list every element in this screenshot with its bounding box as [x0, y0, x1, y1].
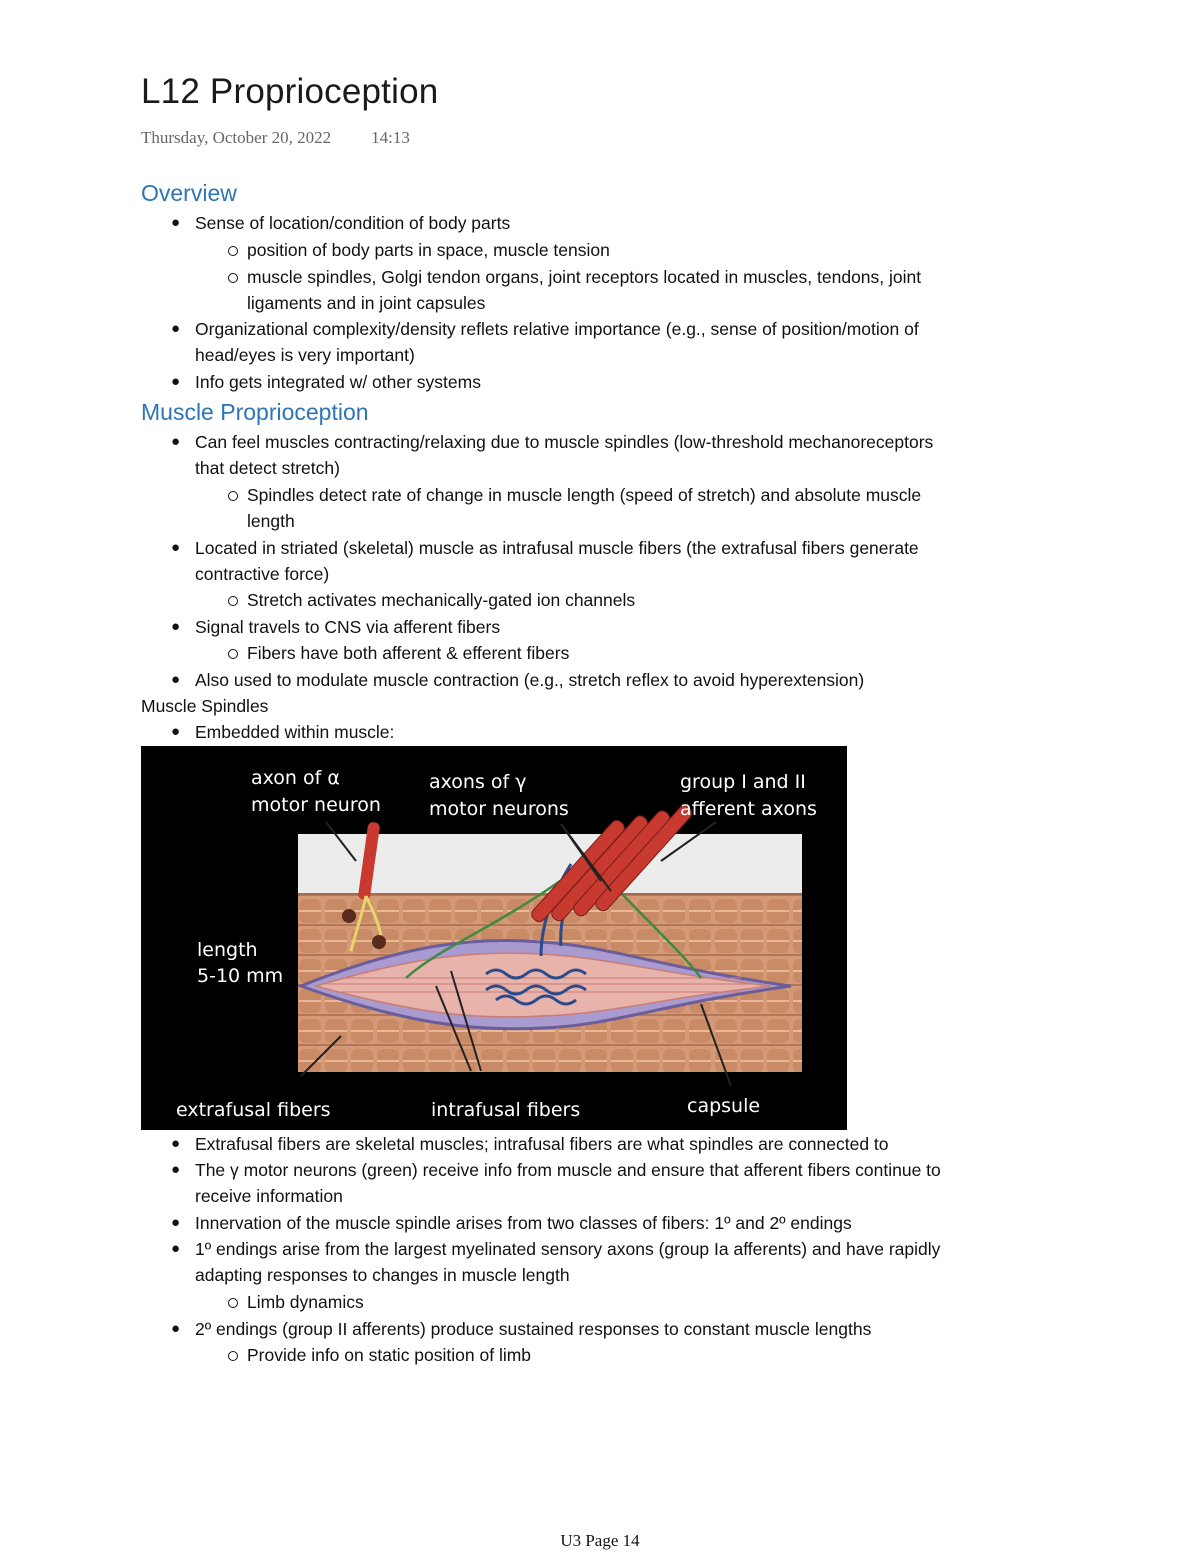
- sub-bullet-icon: [228, 1351, 238, 1361]
- list-item: Signal travels to CNS via afferent fibers: [195, 617, 501, 637]
- sub-bullet-icon: [228, 273, 238, 283]
- label-length-line1: length: [197, 939, 258, 961]
- list-item: Spindles detect rate of change in muscle length (speed of stretch) and absolute muscle: [247, 485, 922, 505]
- list-item: Extrafusal fibers are skeletal muscles; intrafusal fibers are what spindles are connected to: [195, 1134, 889, 1154]
- label-alpha-line2: motor neuron: [251, 794, 381, 816]
- label-length-line2: 5-10 mm: [197, 965, 284, 987]
- sub-bullet-icon: [228, 596, 238, 606]
- list-item: Located in striated (skeletal) muscle as intrafusal muscle fibers (the extrafusal fibers generate: [195, 538, 919, 558]
- bullet-icon: ●: [171, 320, 181, 337]
- bullet-icon: ●: [171, 539, 181, 556]
- list-item: The γ motor neurons (green) receive info from muscle and ensure that afferent fibers continue to: [195, 1160, 941, 1180]
- list-item-continuation: that detect stretch): [195, 458, 340, 478]
- list-item-continuation: head/eyes is very important): [195, 345, 415, 365]
- label-group-line1: group I and II: [680, 771, 806, 793]
- label-extrafusal: extrafusal fibers: [176, 1099, 331, 1121]
- list-item: position of body parts in space, muscle tension: [247, 240, 610, 260]
- bullet-icon: ●: [171, 433, 181, 450]
- bullet-icon: ●: [171, 1161, 181, 1178]
- note-time: 14:13: [371, 128, 410, 147]
- list-item: Also used to modulate muscle contraction (e.g., stretch reflex to avoid hyperextension): [195, 670, 865, 690]
- list-item: Limb dynamics: [247, 1292, 364, 1312]
- list-item-continuation: adapting responses to changes in muscle length: [195, 1265, 570, 1285]
- muscle-spindle-diagram: [141, 746, 847, 1130]
- bullet-icon: ●: [171, 214, 181, 231]
- section-heading-overview: Overview: [141, 180, 237, 206]
- sub-bullet-icon: [228, 491, 238, 501]
- bullet-icon: ●: [171, 373, 181, 390]
- list-item: 2º endings (group II afferents) produce sustained responses to constant muscle lengths: [195, 1319, 872, 1339]
- list-item: Innervation of the muscle spindle arises from two classes of fibers: 1º and 2º endings: [195, 1213, 852, 1233]
- bullet-icon: ●: [171, 1320, 181, 1337]
- page-footer: U3 Page 14: [560, 1531, 640, 1550]
- list-item: Can feel muscles contracting/relaxing due to muscle spindles (low-threshold mechanoreceptors: [195, 432, 934, 452]
- label-group-line2: afferent axons: [680, 798, 817, 820]
- list-item: Embedded within muscle:: [195, 722, 395, 742]
- list-item: Stretch activates mechanically-gated ion channels: [247, 590, 636, 610]
- list-item: Organizational complexity/density reflets relative importance (e.g., sense of position/motion of: [195, 319, 919, 339]
- list-item: Info gets integrated w/ other systems: [195, 372, 481, 392]
- section-heading-muscle-proprioception: Muscle Proprioception: [141, 399, 369, 425]
- list-item-continuation: length: [247, 511, 295, 531]
- bullet-icon: ●: [171, 1240, 181, 1257]
- list-item-continuation: contractive force): [195, 564, 330, 584]
- bullet-icon: ●: [171, 1214, 181, 1231]
- list-item: Sense of location/condition of body parts: [195, 213, 511, 233]
- bullet-icon: ●: [171, 671, 181, 688]
- label-capsule: capsule: [687, 1095, 761, 1117]
- list-item: Provide info on static position of limb: [247, 1345, 532, 1365]
- sub-bullet-icon: [228, 246, 238, 256]
- bullet-icon: ●: [171, 618, 181, 635]
- sub-bullet-icon: [228, 649, 238, 659]
- note-date: Thursday, October 20, 2022: [141, 128, 332, 147]
- list-item-continuation: ligaments and in joint capsules: [247, 293, 486, 313]
- muscle-spindle-figure: [141, 746, 847, 1130]
- label-alpha-line1: axon of α: [251, 767, 340, 789]
- label-intrafusal: intrafusal fibers: [431, 1099, 581, 1121]
- bullet-icon: ●: [171, 723, 181, 740]
- label-gamma-line2: motor neurons: [429, 798, 569, 820]
- sub-bullet-icon: [228, 1298, 238, 1308]
- list-item: 1º endings arise from the largest myelinated sensory axons (group Ia afferents) and have rapidly: [195, 1239, 941, 1259]
- page-title: L12 Proprioception: [141, 72, 439, 111]
- subheading-muscle-spindles: Muscle Spindles: [141, 696, 269, 716]
- bullet-icon: ●: [171, 1135, 181, 1152]
- list-item-continuation: receive information: [195, 1186, 343, 1206]
- list-item: muscle spindles, Golgi tendon organs, joint receptors located in muscles, tendons, joint: [247, 267, 922, 287]
- note-timestamp: [141, 128, 410, 148]
- label-gamma-line1: axons of γ: [429, 771, 527, 793]
- list-item: Fibers have both afferent & efferent fibers: [247, 643, 570, 663]
